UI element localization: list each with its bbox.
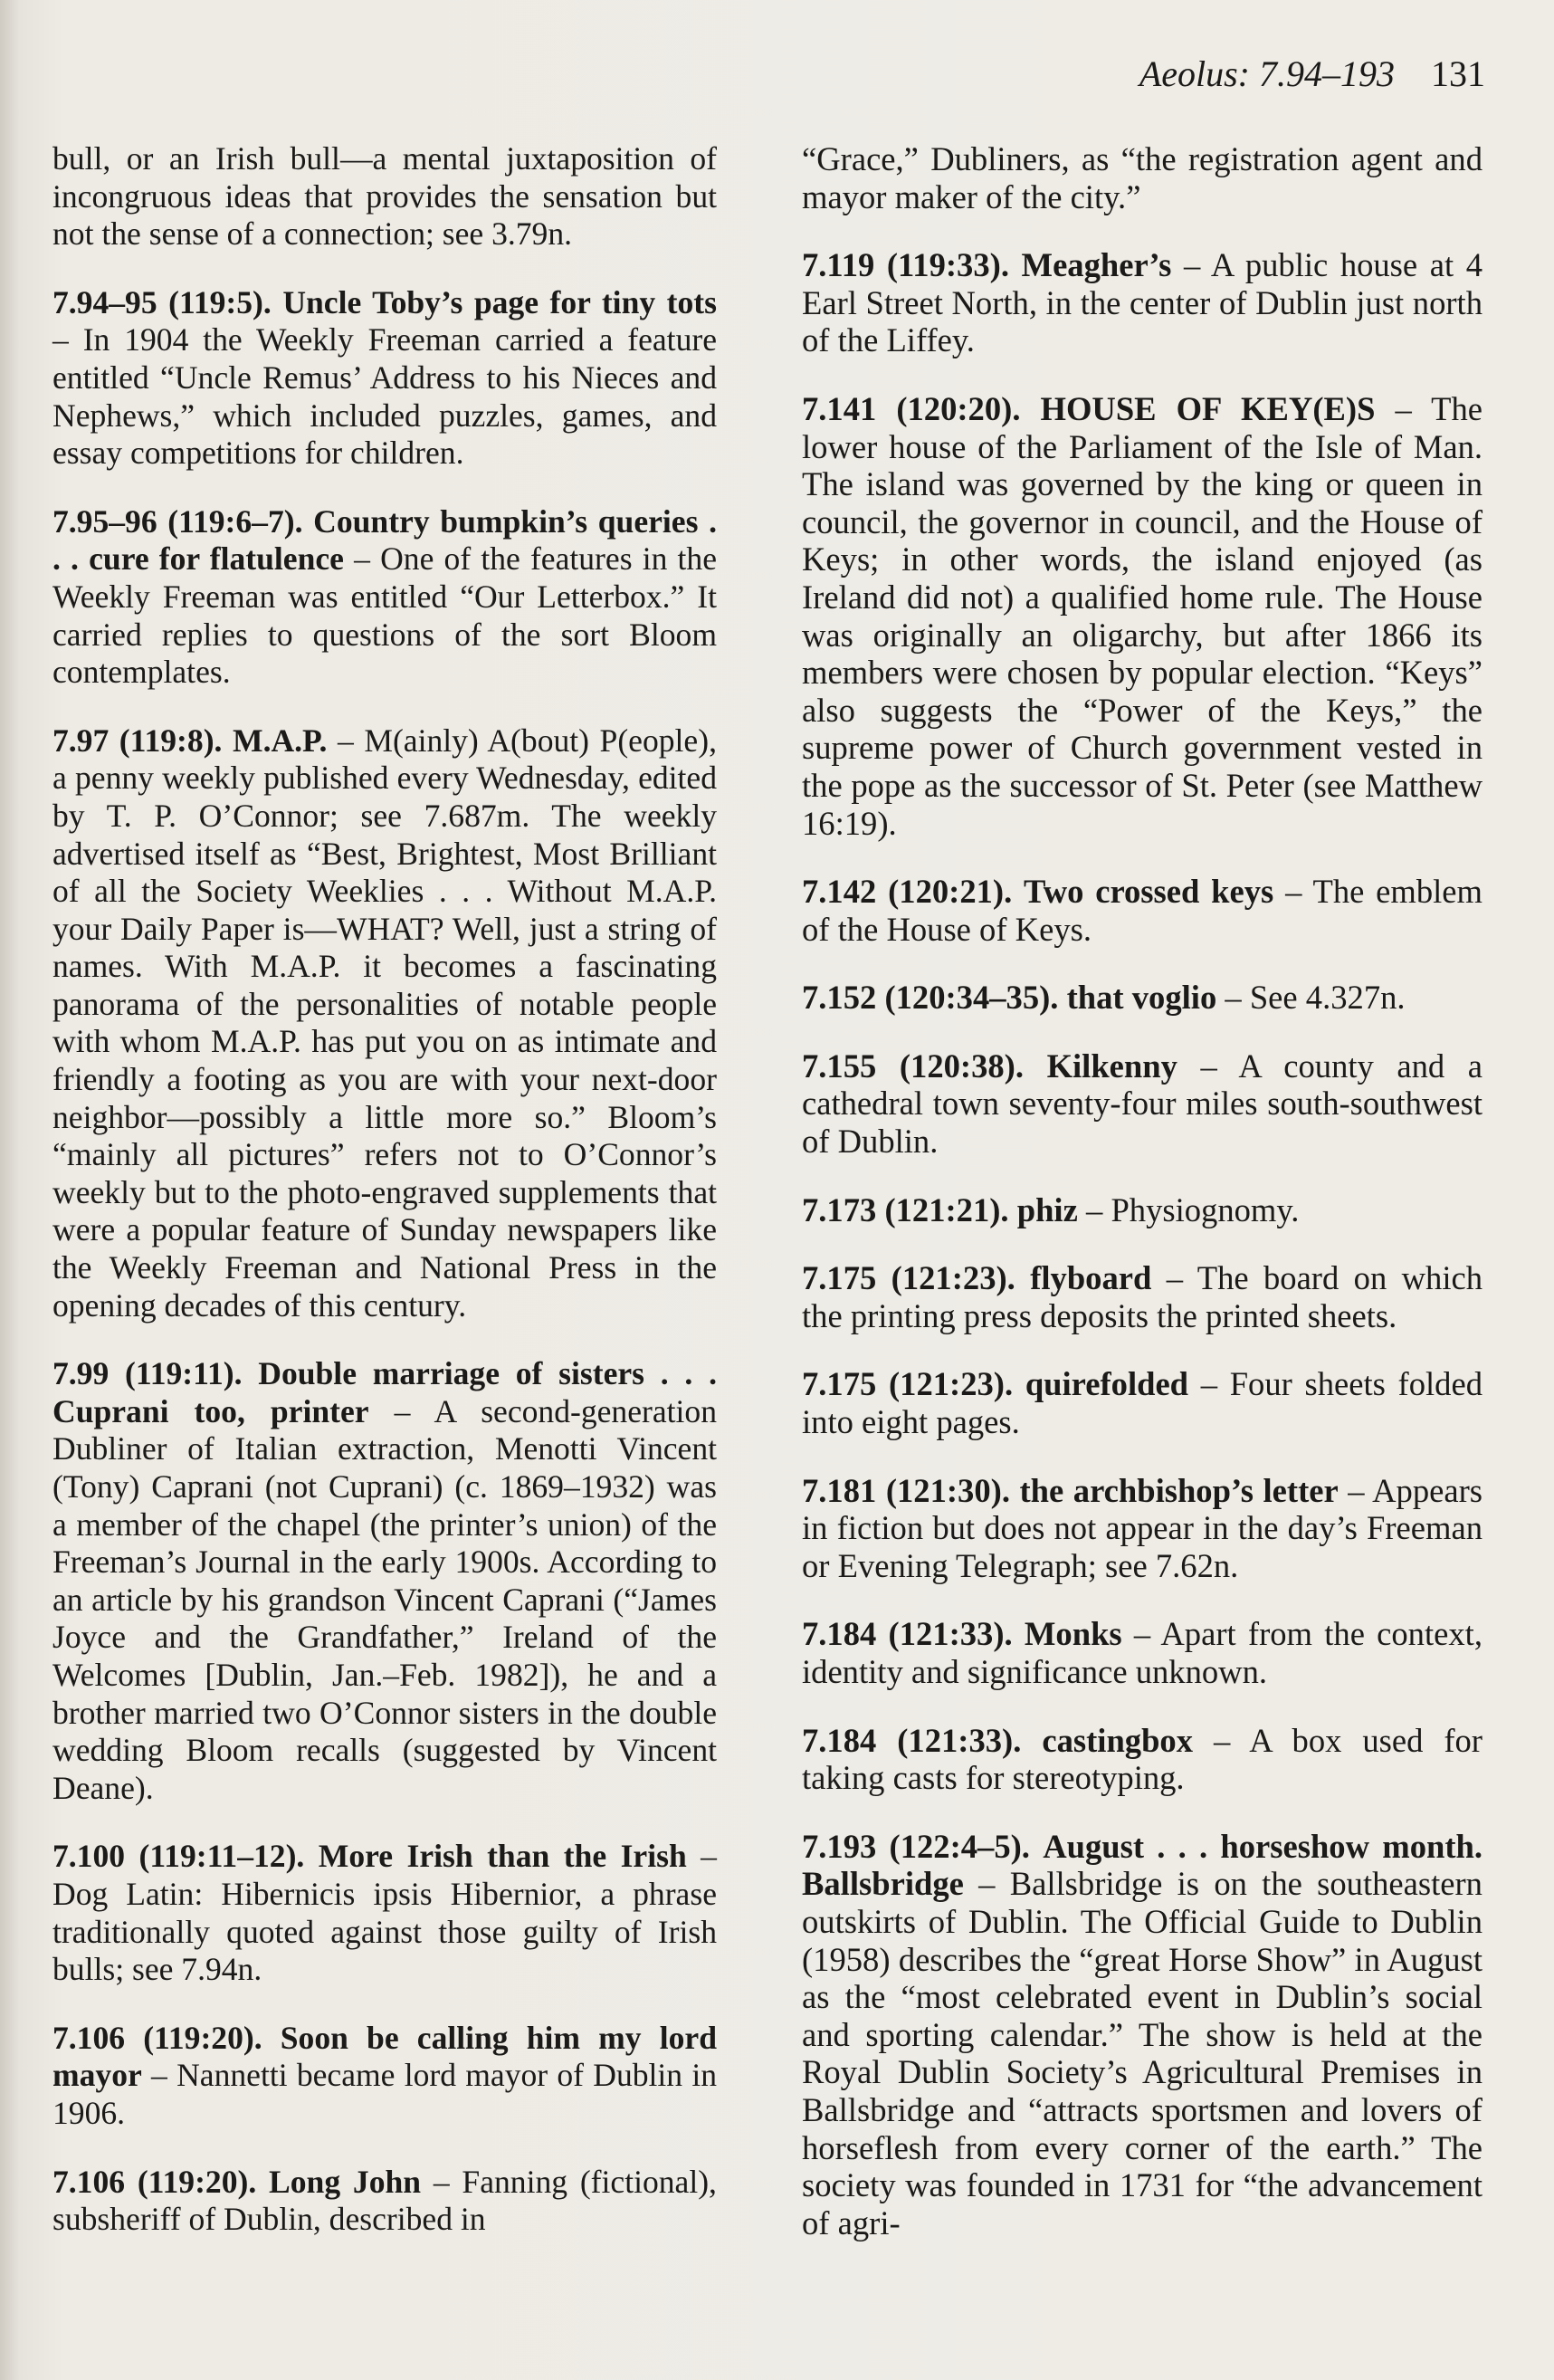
running-title: Aeolus: 7.94–193 (1139, 53, 1395, 94)
entry (802, 1365, 1482, 1440)
entry-ref: 7.94–95 (119:5). (52, 283, 272, 320)
entry (52, 2164, 717, 2239)
entry-text: Nannetti became lord mayor of Dublin in 1906. (52, 2057, 717, 2131)
entry (52, 1355, 717, 1807)
entry-text: Fanning (fictional), subsheriff of Dublin, described in (52, 2163, 717, 2238)
entry-ref: 7.95–96 (119:6–7). (52, 502, 303, 540)
entry-head: castingbox (1042, 1721, 1193, 1759)
entry-ref: 7.152 (120:34–35). (802, 979, 1059, 1017)
entry-text: M(ainly) A(bout) P(eople), a penny weekly published every Wednesday, edited by T. P. O’Connor; see 7.687m. The weekly advertised itself as “Best, Brightest, Most Brilliant of all the Society Weeklies . . . Without M.A.P. your Daily Paper is—WHAT? Well, just a string of names. With M.A.P. it becomes a fascinating panorama of the personalities of notable people with whom M.A.P. has put you on as intimate and friendly a footing as you are with your next-door neighbor—possibly a little more so.” Bloom’s “mainly all pictures” refers not to O’Connor’s weekly but to the photo-engraved supplements that were a popular feature of Sunday newspapers like the Weekly Freeman and National Press in the opening decades of this century. (52, 722, 717, 1324)
entry-head: Soon be calling him my lord mayor (52, 2019, 717, 2094)
entry-dash: – (978, 1865, 996, 1903)
entry-ref: 7.184 (121:33). (802, 1721, 1022, 1759)
entry-dash: – (1285, 873, 1302, 911)
entry-head: phiz (1016, 1190, 1078, 1228)
entry-text: A second-generation Dubliner of Italian extraction, Menotti Vincent (Tony) Caprani (not Cuprani) (c. 1869–1932) was a member of the chapel (the printer’s union) of the Freeman’s Journal in the early 1900s. According to an article by his grandson Vincent Caprani (“James Joyce and the Grandfather,” Ireland of the Welcomes [Dublin, Jan.–Feb. 1982]), he and a brother married two O’Connor sisters in the double wedding Bloom recalls (suggested by Vincent Deane). (52, 1392, 717, 1806)
entry-ref: 7.106 (119:20). (52, 2019, 262, 2056)
entry-continuation (802, 140, 1482, 215)
entry-dash: – (1200, 1047, 1217, 1085)
entry-dash: – (394, 1392, 411, 1429)
entry-text: A public house at 4 Earl Street North, in the center of Dublin just north of the Liffey. (802, 246, 1482, 359)
entry-text: The lower house of the Parliament of the Isle of Man. The island was governed by the king or queen in council, the governor in council, and the House of Keys; in other words, the island enjoyed (as Ireland did not) a qualified home rule. The House was originally an oligarchy, but after 1866 its members were chosen by popular election. “Keys” also suggests the “Power of the Keys,” the supreme power of Church government vested in the pope as the successor of St. Peter (see Matthew 16:19). (802, 389, 1482, 842)
entry-dash: – (337, 722, 354, 759)
entry-text: In 1904 the Weekly Freeman carried a feature entitled “Uncle Remus’ Address to his Nieces and Nephews,” which included puzzles, games, and essay competitions for children. (52, 321, 717, 472)
entry-text: One of the features in the Weekly Freeman was entitled “Our Letterbox.” It carried replies to questions of the sort Bloom contemplates. (52, 540, 718, 691)
entry-head: Meagher’s (1021, 246, 1172, 284)
entry-dash: – (1213, 1721, 1231, 1759)
entry (52, 1838, 717, 1988)
entry (802, 246, 1482, 359)
entry-ref: 7.119 (119:33). (802, 246, 1009, 284)
entry-dash: – (1348, 1471, 1365, 1509)
entry-text: A county and a cathedral town seventy-four miles south-southwest of Dublin. (802, 1047, 1482, 1161)
entry (802, 1615, 1482, 1690)
entry (802, 1722, 1482, 1797)
entry-dash: – (1166, 1259, 1184, 1297)
entry-ref: 7.184 (121:33). (802, 1615, 1013, 1653)
entry-text: Four sheets folded into eight pages. (802, 1365, 1482, 1441)
entry-head: HOUSE OF KEY(E)S (1040, 389, 1376, 427)
entry-dash: – (1085, 1190, 1103, 1228)
entry-text: The board on which the printing press deposits the printed sheets. (802, 1259, 1483, 1334)
right-column (802, 140, 1482, 2272)
entry-head: August . . . horseshow month. Ballsbridge (802, 1827, 1482, 1903)
entry-ref: 7.175 (121:23). (802, 1259, 1015, 1297)
entry-head: Double marriage of sisters . . . Cuprani too, printer (52, 1355, 717, 1429)
entry (52, 503, 717, 692)
entry-ref: 7.99 (119:11). (52, 1355, 243, 1392)
entry-dash: – (151, 2057, 167, 2094)
entry-text: Appears in fiction but does not appear in the day’s Freeman or Evening Telegraph; see 7.62n. (802, 1471, 1482, 1584)
entry-dash: – (433, 2163, 450, 2200)
entry (802, 1472, 1482, 1585)
entry-ref: 7.181 (121:30). (802, 1471, 1010, 1509)
entry (802, 1828, 1482, 2242)
entry (802, 979, 1482, 1017)
entry-dash: – (1225, 979, 1242, 1017)
entry-text: The emblem of the House of Keys. (802, 873, 1482, 948)
entry-dash: – (52, 321, 69, 358)
entry-head: Long John (269, 2163, 422, 2200)
entry (52, 284, 717, 473)
entry-head: More Irish than the Irish (318, 1838, 687, 1875)
entry-head: that voglio (1066, 979, 1217, 1017)
entry-dash: – (1200, 1365, 1218, 1403)
entry-head: Uncle Toby’s page for tiny tots (282, 283, 717, 320)
entry-continuation (52, 140, 717, 253)
entry (802, 390, 1482, 842)
running-head (1139, 53, 1485, 95)
entry-dash: – (354, 540, 370, 578)
entry-ref: 7.97 (119:8). (52, 722, 223, 759)
entry (802, 873, 1482, 948)
entry-head: flyboard (1030, 1259, 1152, 1297)
entry-ref: 7.155 (120:38). (802, 1047, 1024, 1085)
entry-text: Physiognomy. (1111, 1190, 1300, 1228)
entry (802, 1047, 1482, 1161)
entry-dash: – (701, 1838, 717, 1875)
entry (802, 1259, 1482, 1334)
entry-head: Monks (1024, 1615, 1122, 1653)
page-number: 131 (1431, 53, 1485, 94)
left-column (52, 140, 717, 2270)
entry-head: M.A.P. (232, 722, 328, 759)
entry-head: the archbishop’s letter (1019, 1471, 1339, 1509)
entry-text: Apart from the context, identity and significance unknown. (802, 1615, 1482, 1690)
entry (52, 722, 717, 1325)
entry-text: bull, or an Irish bull—a mental juxtaposition of incongruous ideas that provides the sensation but not the sense of a connection; see 3.79n. (52, 140, 717, 253)
entry-ref: 7.100 (119:11–12). (52, 1838, 305, 1875)
entry-text: “Grace,” Dubliners, as “the registration agent and mayor maker of the city.” (802, 140, 1482, 215)
entry-ref: 7.141 (120:20). (802, 389, 1021, 427)
entry-head: Kilkenny (1046, 1047, 1177, 1085)
entry-dash: – (1395, 389, 1412, 427)
entry-head: Two crossed keys (1024, 873, 1274, 911)
entry-ref: 7.193 (122:4–5). (802, 1827, 1030, 1865)
entry-dash: – (1184, 246, 1201, 284)
entry-text: See 4.327n. (1249, 979, 1406, 1017)
entry (52, 2020, 717, 2133)
entry-text: Ballsbridge is on the southeastern outskirts of Dublin. The Official Guide to Dublin (1958) describes the “great Horse Show” in August as the “most celebrated event in Dublin’s social and sporting calendar.” The show is held at the Royal Dublin Society’s Agricultural Premises in Ballsbridge and “attracts sportsmen and lovers of horseflesh from every corner of the earth.” The society was founded in 1731 for “the advancement of agri- (802, 1865, 1482, 2241)
entry-text: Dog Latin: Hibernicis ipsis Hibernior, a phrase traditionally quoted against those guilty of Irish bulls; see 7.94n. (52, 1875, 717, 1988)
entry-head: Country bumpkin’s queries . . . cure for flatulence (52, 502, 717, 578)
entry-dash: – (1133, 1615, 1151, 1653)
entry-ref: 7.175 (121:23). (802, 1365, 1014, 1403)
entry-head: quirefolded (1025, 1365, 1189, 1403)
entry-ref: 7.142 (120:21). (802, 873, 1013, 911)
entry-ref: 7.173 (121:21). (802, 1190, 1009, 1228)
entry-text: A box used for taking casts for stereotyping. (802, 1721, 1482, 1797)
entry (802, 1191, 1482, 1229)
entry-ref: 7.106 (119:20). (52, 2163, 257, 2200)
